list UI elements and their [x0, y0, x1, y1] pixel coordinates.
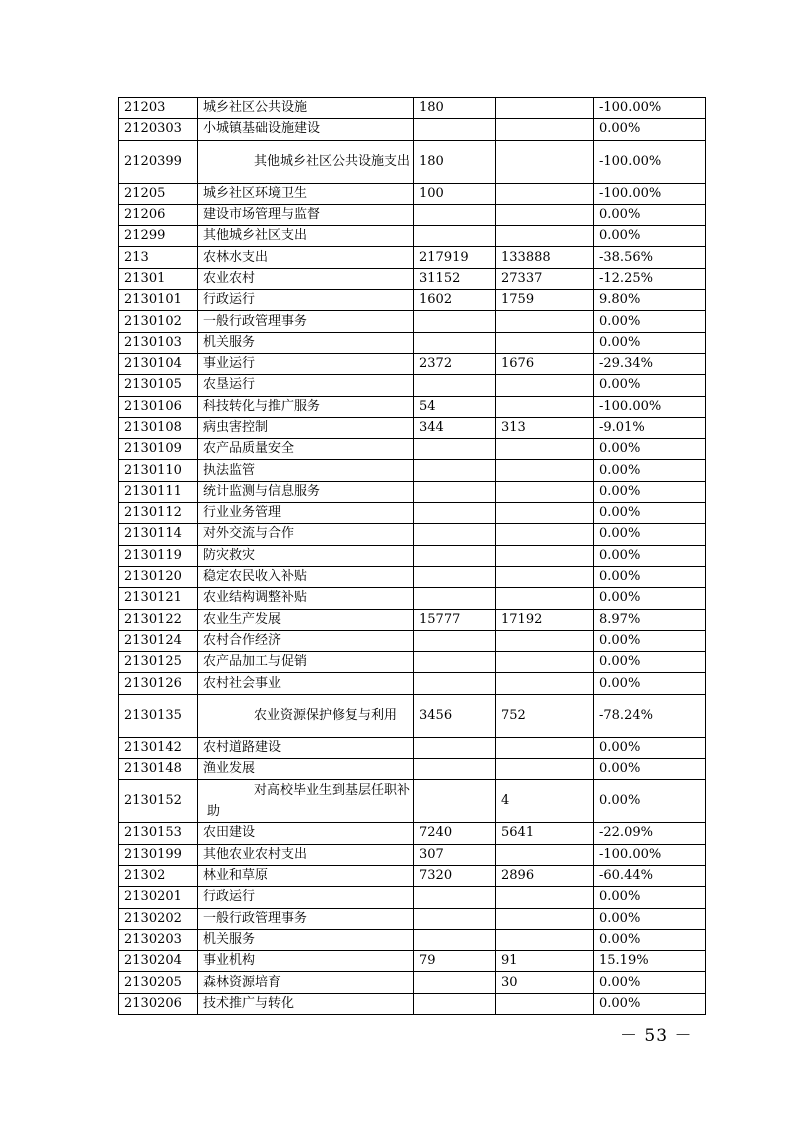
amount-previous-cell [414, 673, 496, 694]
subject-code-cell: 2130105 [119, 375, 198, 396]
subject-name-cell: 行政运行 [198, 887, 414, 908]
subject-name-cell: 机关服务 [198, 332, 414, 353]
subject-code-cell: 2130203 [119, 929, 198, 950]
amount-current-cell [496, 908, 594, 929]
amount-previous-cell [414, 460, 496, 481]
subject-code-cell: 2130121 [119, 588, 198, 609]
change-percent-cell: 0.00% [594, 226, 706, 247]
subject-name-cell: 稳定农民收入补贴 [198, 566, 414, 587]
subject-name-cell: 小城镇基础设施建设 [198, 119, 414, 140]
amount-current-cell [496, 226, 594, 247]
table-row [119, 332, 706, 353]
amount-current-cell [496, 887, 594, 908]
subject-code-cell: 2130103 [119, 332, 198, 353]
amount-current-cell [496, 524, 594, 545]
amount-previous-cell: 31152 [414, 268, 496, 289]
table-row [119, 887, 706, 908]
table-row [119, 780, 706, 823]
amount-current-cell [496, 993, 594, 1014]
amount-previous-cell: 180 [414, 140, 496, 183]
amount-previous-cell [414, 204, 496, 225]
subject-name-cell: 农产品质量安全 [198, 439, 414, 460]
table-row [119, 737, 706, 758]
amount-current-cell: 2896 [496, 865, 594, 886]
amount-previous-cell: 7240 [414, 823, 496, 844]
amount-current-cell [496, 332, 594, 353]
table-row [119, 545, 706, 566]
subject-name-cell: 农业农村 [198, 268, 414, 289]
page-number: － 53 － [620, 1026, 693, 1046]
change-percent-cell: -100.00% [594, 396, 706, 417]
change-percent-cell: 0.00% [594, 908, 706, 929]
amount-current-cell [496, 98, 594, 119]
change-percent-cell: -78.24% [594, 694, 706, 737]
subject-code-cell: 2130202 [119, 908, 198, 929]
amount-current-cell: 17192 [496, 609, 594, 630]
change-percent-cell: 0.00% [594, 311, 706, 332]
change-percent-cell: 0.00% [594, 673, 706, 694]
amount-previous-cell: 54 [414, 396, 496, 417]
subject-name-cell: 农垦运行 [198, 375, 414, 396]
change-percent-cell: -60.44% [594, 865, 706, 886]
table-row [119, 972, 706, 993]
table-row [119, 694, 706, 737]
budget-table-body [119, 98, 706, 1015]
amount-current-cell [496, 183, 594, 204]
change-percent-cell: 0.00% [594, 545, 706, 566]
change-percent-cell: 0.00% [594, 759, 706, 780]
table-row [119, 353, 706, 374]
table-row [119, 993, 706, 1014]
table-row [119, 183, 706, 204]
subject-code-cell: 21301 [119, 268, 198, 289]
amount-previous-cell [414, 993, 496, 1014]
table-row [119, 311, 706, 332]
change-percent-cell: 0.00% [594, 481, 706, 502]
table-row [119, 375, 706, 396]
amount-previous-cell [414, 375, 496, 396]
amount-previous-cell [414, 588, 496, 609]
table-row [119, 439, 706, 460]
table-row [119, 140, 706, 183]
amount-previous-cell [414, 929, 496, 950]
subject-code-cell: 2130101 [119, 290, 198, 311]
subject-name-cell: 农村合作经济 [198, 630, 414, 651]
change-percent-cell: -100.00% [594, 844, 706, 865]
amount-current-cell: 1759 [496, 290, 594, 311]
change-percent-cell: -38.56% [594, 247, 706, 268]
amount-previous-cell: 15777 [414, 609, 496, 630]
change-percent-cell: 0.00% [594, 375, 706, 396]
amount-current-cell [496, 396, 594, 417]
change-percent-cell: 0.00% [594, 503, 706, 524]
change-percent-cell: 0.00% [594, 887, 706, 908]
amount-current-cell: 4 [496, 780, 594, 823]
subject-name-cell: 森林资源培育 [198, 972, 414, 993]
table-row [119, 226, 706, 247]
amount-current-cell [496, 204, 594, 225]
amount-previous-cell: 79 [414, 951, 496, 972]
subject-code-cell: 2130201 [119, 887, 198, 908]
subject-name-cell: 渔业发展 [198, 759, 414, 780]
subject-code-cell: 21299 [119, 226, 198, 247]
table-row [119, 98, 706, 119]
amount-previous-cell [414, 311, 496, 332]
amount-previous-cell: 7320 [414, 865, 496, 886]
table-row [119, 609, 706, 630]
amount-current-cell [496, 759, 594, 780]
change-percent-cell: 0.00% [594, 588, 706, 609]
table-row [119, 652, 706, 673]
amount-current-cell [496, 311, 594, 332]
table-row [119, 865, 706, 886]
change-percent-cell: 0.00% [594, 119, 706, 140]
subject-name-cell: 一般行政管理事务 [198, 908, 414, 929]
change-percent-cell: 15.19% [594, 951, 706, 972]
amount-previous-cell [414, 119, 496, 140]
subject-code-cell: 2130148 [119, 759, 198, 780]
amount-previous-cell: 307 [414, 844, 496, 865]
table-row [119, 929, 706, 950]
subject-code-cell: 213 [119, 247, 198, 268]
amount-current-cell: 30 [496, 972, 594, 993]
table-row [119, 630, 706, 651]
change-percent-cell: -100.00% [594, 140, 706, 183]
amount-current-cell: 752 [496, 694, 594, 737]
subject-name-cell: 农业生产发展 [198, 609, 414, 630]
amount-previous-cell [414, 481, 496, 502]
subject-code-cell: 2130153 [119, 823, 198, 844]
table-row [119, 673, 706, 694]
amount-current-cell [496, 460, 594, 481]
subject-name-cell: 农业资源保护修复与利用 [198, 694, 414, 737]
amount-current-cell [496, 652, 594, 673]
subject-code-cell: 2130205 [119, 972, 198, 993]
subject-name-cell: 城乡社区环境卫生 [198, 183, 414, 204]
change-percent-cell: 9.80% [594, 290, 706, 311]
subject-code-cell: 2130204 [119, 951, 198, 972]
amount-current-cell: 27337 [496, 268, 594, 289]
amount-previous-cell [414, 332, 496, 353]
amount-current-cell [496, 844, 594, 865]
amount-previous-cell [414, 908, 496, 929]
change-percent-cell: 0.00% [594, 737, 706, 758]
subject-name-cell: 其他城乡社区公共设施支出 [198, 140, 414, 183]
subject-name-cell: 其他农业农村支出 [198, 844, 414, 865]
subject-name-cell: 机关服务 [198, 929, 414, 950]
amount-current-cell [496, 375, 594, 396]
amount-current-cell [496, 140, 594, 183]
subject-code-cell: 2130109 [119, 439, 198, 460]
amount-previous-cell: 100 [414, 183, 496, 204]
table-row [119, 566, 706, 587]
change-percent-cell: 0.00% [594, 993, 706, 1014]
subject-code-cell: 2120399 [119, 140, 198, 183]
amount-previous-cell [414, 545, 496, 566]
subject-name-cell: 农村道路建设 [198, 737, 414, 758]
subject-code-cell: 2130112 [119, 503, 198, 524]
amount-current-cell [496, 673, 594, 694]
change-percent-cell: 0.00% [594, 439, 706, 460]
amount-previous-cell [414, 524, 496, 545]
amount-current-cell [496, 439, 594, 460]
amount-previous-cell [414, 780, 496, 823]
subject-code-cell: 2130206 [119, 993, 198, 1014]
subject-name-cell: 林业和草原 [198, 865, 414, 886]
subject-name-cell: 农田建设 [198, 823, 414, 844]
subject-name-cell: 建设市场管理与监督 [198, 204, 414, 225]
subject-code-cell: 2130142 [119, 737, 198, 758]
table-row [119, 844, 706, 865]
amount-current-cell: 313 [496, 417, 594, 438]
amount-current-cell [496, 737, 594, 758]
change-percent-cell: 0.00% [594, 204, 706, 225]
amount-previous-cell [414, 737, 496, 758]
subject-name-cell: 农村社会事业 [198, 673, 414, 694]
amount-current-cell: 91 [496, 951, 594, 972]
amount-previous-cell [414, 439, 496, 460]
subject-code-cell: 2130104 [119, 353, 198, 374]
table-row [119, 823, 706, 844]
subject-name-cell: 农产品加工与促销 [198, 652, 414, 673]
table-row [119, 290, 706, 311]
change-percent-cell: 0.00% [594, 652, 706, 673]
subject-code-cell: 21205 [119, 183, 198, 204]
subject-name-cell: 其他城乡社区支出 [198, 226, 414, 247]
amount-current-cell [496, 929, 594, 950]
subject-name-cell: 农业结构调整补贴 [198, 588, 414, 609]
subject-code-cell: 21206 [119, 204, 198, 225]
change-percent-cell: 0.00% [594, 332, 706, 353]
subject-name-cell: 一般行政管理事务 [198, 311, 414, 332]
subject-code-cell: 2130114 [119, 524, 198, 545]
table-row [119, 951, 706, 972]
amount-previous-cell [414, 503, 496, 524]
amount-previous-cell [414, 759, 496, 780]
subject-code-cell: 2130106 [119, 396, 198, 417]
subject-name-cell: 病虫害控制 [198, 417, 414, 438]
subject-code-cell: 2130152 [119, 780, 198, 823]
amount-current-cell: 5641 [496, 823, 594, 844]
subject-code-cell: 2130119 [119, 545, 198, 566]
subject-name-cell: 行政运行 [198, 290, 414, 311]
table-row [119, 524, 706, 545]
table-row [119, 503, 706, 524]
change-percent-cell: -12.25% [594, 268, 706, 289]
change-percent-cell: 0.00% [594, 972, 706, 993]
amount-current-cell [496, 503, 594, 524]
subject-name-cell: 行业业务管理 [198, 503, 414, 524]
change-percent-cell: 8.97% [594, 609, 706, 630]
amount-previous-cell [414, 972, 496, 993]
amount-current-cell [496, 119, 594, 140]
amount-previous-cell: 180 [414, 98, 496, 119]
subject-name-cell: 城乡社区公共设施 [198, 98, 414, 119]
subject-code-cell: 2130124 [119, 630, 198, 651]
amount-current-cell [496, 630, 594, 651]
table-row [119, 908, 706, 929]
change-percent-cell: 0.00% [594, 460, 706, 481]
subject-code-cell: 2130120 [119, 566, 198, 587]
subject-code-cell: 2130102 [119, 311, 198, 332]
subject-code-cell: 2130111 [119, 481, 198, 502]
amount-current-cell: 1676 [496, 353, 594, 374]
change-percent-cell: -100.00% [594, 98, 706, 119]
subject-name-cell: 执法监管 [198, 460, 414, 481]
amount-previous-cell: 344 [414, 417, 496, 438]
amount-current-cell [496, 588, 594, 609]
subject-code-cell: 2130125 [119, 652, 198, 673]
subject-code-cell: 2120303 [119, 119, 198, 140]
amount-previous-cell [414, 226, 496, 247]
table-row [119, 119, 706, 140]
change-percent-cell: -22.09% [594, 823, 706, 844]
amount-previous-cell [414, 652, 496, 673]
change-percent-cell: -29.34% [594, 353, 706, 374]
table-row [119, 204, 706, 225]
table-row [119, 396, 706, 417]
subject-code-cell: 2130135 [119, 694, 198, 737]
subject-name-cell: 技术推广与转化 [198, 993, 414, 1014]
subject-name-cell: 农林水支出 [198, 247, 414, 268]
subject-code-cell: 2130199 [119, 844, 198, 865]
subject-code-cell: 2130126 [119, 673, 198, 694]
subject-name-cell: 统计监测与信息服务 [198, 481, 414, 502]
table-row [119, 417, 706, 438]
amount-previous-cell: 2372 [414, 353, 496, 374]
subject-code-cell: 21203 [119, 98, 198, 119]
change-percent-cell: -100.00% [594, 183, 706, 204]
amount-current-cell [496, 545, 594, 566]
subject-name-cell: 防灾救灾 [198, 545, 414, 566]
amount-previous-cell: 217919 [414, 247, 496, 268]
amount-previous-cell [414, 566, 496, 587]
subject-name-cell: 科技转化与推广服务 [198, 396, 414, 417]
change-percent-cell: 0.00% [594, 566, 706, 587]
table-row [119, 588, 706, 609]
amount-previous-cell [414, 630, 496, 651]
amount-current-cell: 133888 [496, 247, 594, 268]
change-percent-cell: -9.01% [594, 417, 706, 438]
change-percent-cell: 0.00% [594, 524, 706, 545]
amount-current-cell [496, 481, 594, 502]
table-row [119, 268, 706, 289]
subject-code-cell: 21302 [119, 865, 198, 886]
budget-table [118, 97, 706, 1015]
change-percent-cell: 0.00% [594, 780, 706, 823]
amount-previous-cell: 3456 [414, 694, 496, 737]
amount-current-cell [496, 566, 594, 587]
change-percent-cell: 0.00% [594, 929, 706, 950]
amount-previous-cell [414, 887, 496, 908]
table-row [119, 481, 706, 502]
subject-name-cell: 事业机构 [198, 951, 414, 972]
table-row [119, 460, 706, 481]
subject-code-cell: 2130110 [119, 460, 198, 481]
table-row [119, 759, 706, 780]
subject-code-cell: 2130108 [119, 417, 198, 438]
subject-name-cell: 事业运行 [198, 353, 414, 374]
subject-code-cell: 2130122 [119, 609, 198, 630]
amount-previous-cell: 1602 [414, 290, 496, 311]
table-row [119, 247, 706, 268]
change-percent-cell: 0.00% [594, 630, 706, 651]
subject-name-cell: 对外交流与合作 [198, 524, 414, 545]
subject-name-cell: 对高校毕业生到基层任职补助 [198, 780, 414, 823]
